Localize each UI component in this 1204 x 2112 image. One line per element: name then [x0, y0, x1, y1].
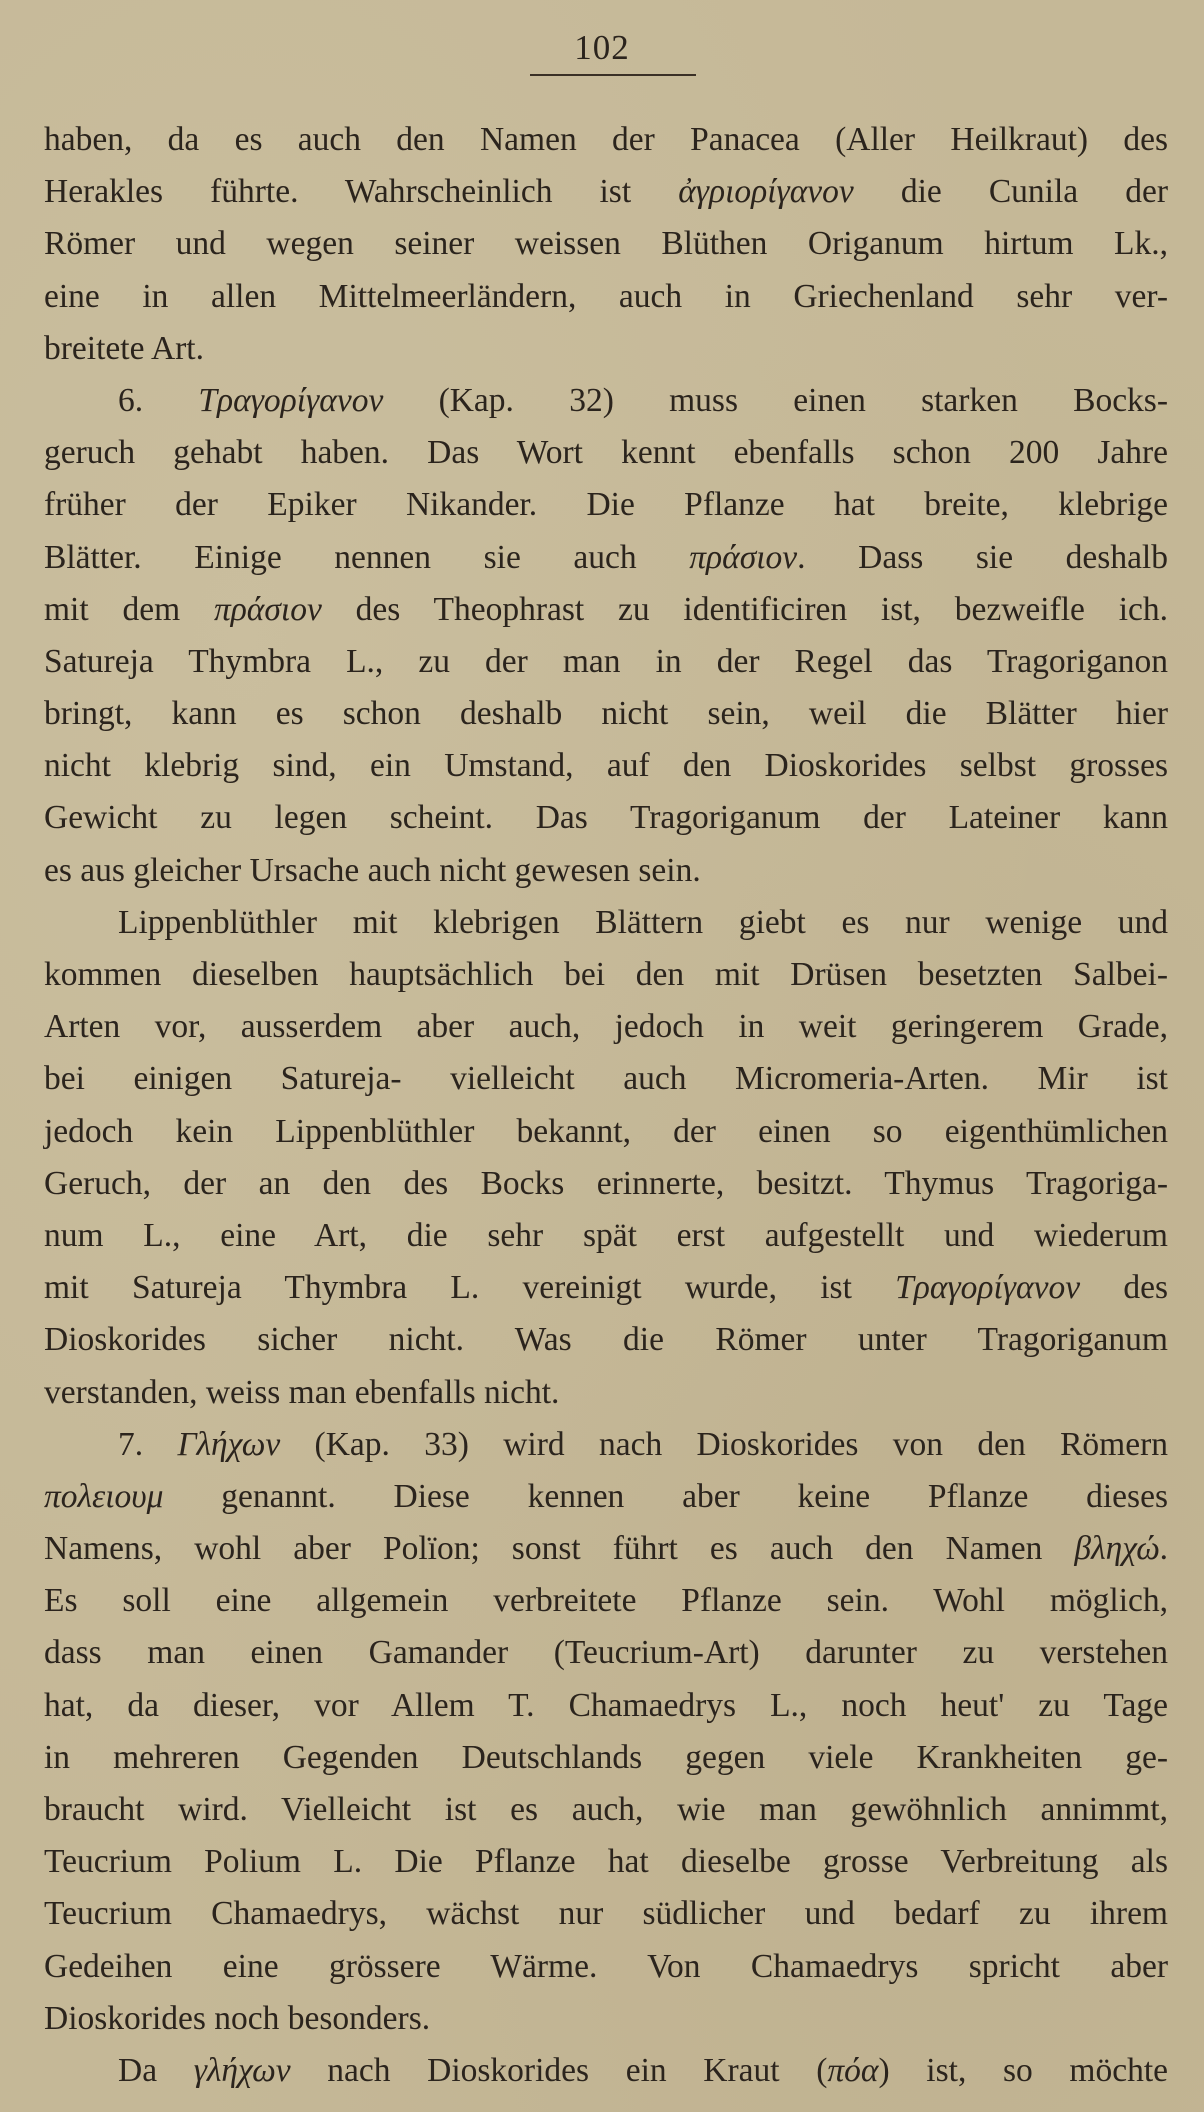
- text-line: Dioskorides noch besonders.: [44, 1999, 431, 2037]
- text-line: Teucrium Chamaedrys, wächst nur südlicher und bedarf zu ihrem: [44, 1895, 1168, 1933]
- text-line: dass man einen Gamander (Teucrium-Art) darunter zu verstehen: [44, 1634, 1168, 1672]
- text-line: bei einigen Satureja- vielleicht auch Micromeria-Arten. Mir ist: [44, 1060, 1168, 1098]
- text-line: in mehreren Gegenden Deutschlands gegen viele Krankheiten ge-: [44, 1738, 1168, 1776]
- text-line: Römer und wegen seiner weissen Blüthen Origanum hirtum Lk.,: [44, 225, 1168, 263]
- text-line: Satureja Thymbra L., zu der man in der Regel das Tragoriganon: [44, 642, 1168, 680]
- text-line: eine in allen Mittelmeerländern, auch in Griechenland sehr ver-: [44, 277, 1168, 315]
- body-text: [44, 114, 1168, 2097]
- text-line: hat, da dieser, vor Allem T. Chamaedrys L., noch heut' zu Tage: [44, 1686, 1168, 1724]
- text-line: breitete Art.: [44, 329, 204, 367]
- text-line: Dioskorides sicher nicht. Was die Römer unter Tragoriganum: [44, 1321, 1168, 1359]
- text-line: mit dem πράσιον des Theophrast zu identificiren ist, bezweifle ich.: [44, 590, 1168, 628]
- text-line: kommen dieselben hauptsächlich bei den mit Drüsen besetzten Salbei-: [44, 956, 1168, 993]
- greek-word: πράσιον: [689, 538, 798, 576]
- greek-word: πράσιον: [213, 590, 322, 628]
- text-line: 7. Γλήχων (Kap. 33) wird nach Dioskorides von den Römern: [118, 1425, 1169, 1463]
- text-line: Gedeihen eine grössere Wärme. Von Chamaedrys spricht aber: [44, 1947, 1168, 1985]
- text-line: num L., eine Art, die sehr spät erst aufgestellt und wiederum: [44, 1216, 1168, 1254]
- text-line: haben, da es auch den Namen der Panacea (Aller Heilkraut) des: [44, 121, 1168, 158]
- greek-word: ἀγριορίγανον: [678, 173, 854, 211]
- text-line: 6. Τραγορίγανον (Kap. 32) muss einen starken Bocks-: [118, 381, 1169, 419]
- greek-word: πόα: [827, 2051, 879, 2089]
- greek-word: βληχώ: [1074, 1530, 1160, 1568]
- page-number: 102: [574, 28, 630, 67]
- text-line: Arten vor, ausserdem aber auch, jedoch in weit geringerem Grade,: [44, 1008, 1168, 1046]
- greek-word: Τραγορίγανον: [895, 1269, 1081, 1307]
- text-line: πολειουμ genannt. Diese kennen aber keine Pflanze dieses: [44, 1477, 1168, 1515]
- text-line: früher der Epiker Nikander. Die Pflanze hat breite, klebrige: [44, 486, 1168, 524]
- text-line: nicht klebrig sind, ein Umstand, auf den Dioskorides selbst grosses: [44, 747, 1168, 785]
- text-line: jedoch kein Lippenblüthler bekannt, der einen so eigenthümlichen: [44, 1112, 1168, 1150]
- text-line: mit Satureja Thymbra L. vereinigt wurde, ist Τραγορίγανον des: [44, 1269, 1168, 1307]
- text-line: geruch gehabt haben. Das Wort kennt ebenfalls schon 200 Jahre: [44, 434, 1168, 472]
- greek-word: Τραγορίγανον: [198, 381, 384, 419]
- text-line: Es soll eine allgemein verbreitete Pflanze sein. Wohl möglich,: [44, 1582, 1168, 1620]
- text-line: Geruch, der an den des Bocks erinnerte, besitzt. Thymus Tragoriga-: [44, 1164, 1168, 1202]
- text-line: Herakles führte. Wahrscheinlich ist ἀγριορίγανον die Cunila der: [44, 173, 1168, 211]
- text-line: Teucrium Polium L. Die Pflanze hat dieselbe grosse Verbreitung als: [44, 1843, 1168, 1881]
- page-number-rule: [530, 74, 696, 76]
- text-line: Lippenblüthler mit klebrigen Blättern giebt es nur wenige und: [118, 903, 1168, 941]
- text-line: bringt, kann es schon deshalb nicht sein, weil die Blätter hier: [44, 695, 1168, 733]
- text-line: es aus gleicher Ursache auch nicht gewesen sein.: [44, 851, 701, 889]
- greek-word: Γλήχων: [177, 1425, 281, 1463]
- text-line: Da γλήχων nach Dioskorides ein Kraut (πόα) ist, so möchte: [118, 2051, 1168, 2089]
- greek-word: γλήχων: [193, 2051, 291, 2089]
- text-line: Blätter. Einige nennen sie auch πράσιον. Dass sie deshalb: [44, 538, 1168, 576]
- text-line: Gewicht zu legen scheint. Das Tragoriganum der Lateiner kann: [44, 799, 1168, 837]
- text-line: verstanden, weiss man ebenfalls nicht.: [44, 1373, 560, 1411]
- text-line: braucht wird. Vielleicht ist es auch, wie man gewöhnlich annimmt,: [44, 1791, 1168, 1828]
- text-line: Namens, wohl aber Polïon; sonst führt es auch den Namen βληχώ.: [44, 1530, 1168, 1568]
- greek-word: πολειουμ: [44, 1477, 164, 1515]
